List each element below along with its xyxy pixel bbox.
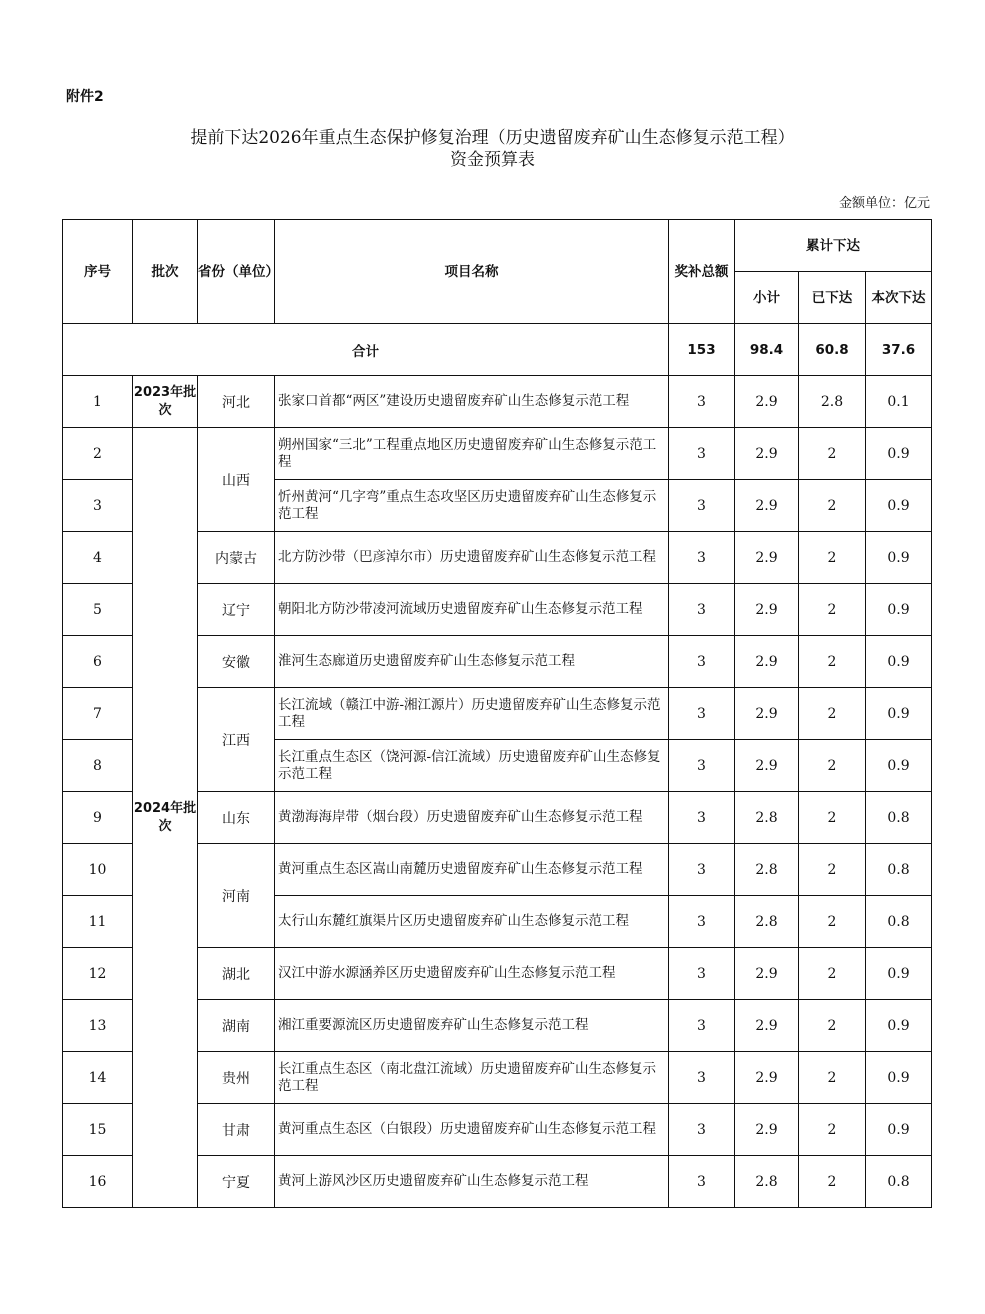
header-issued: 已下达 <box>799 272 866 324</box>
row-issued: 2 <box>799 948 866 1000</box>
row-seq: 7 <box>63 688 133 740</box>
row-province: 山东 <box>198 792 275 844</box>
row-issued: 2 <box>799 584 866 636</box>
row-current: 0.9 <box>866 948 932 1000</box>
table-row <box>63 428 932 480</box>
header-batch: 批次 <box>133 220 198 324</box>
row-subtotal: 2.9 <box>735 688 799 740</box>
row-subtotal: 2.9 <box>735 376 799 428</box>
header-project-name: 项目名称 <box>275 220 669 324</box>
row-province: 安徽 <box>198 636 275 688</box>
row-project-name: 长江重点生态区（饶河源-信江流域）历史遗留废弃矿山生态修复示范工程 <box>275 740 669 792</box>
row-subtotal: 2.9 <box>735 636 799 688</box>
row-project-name: 黄河上游风沙区历史遗留废弃矿山生态修复示范工程 <box>275 1156 669 1208</box>
row-subtotal: 2.9 <box>735 428 799 480</box>
total-current: 37.6 <box>866 324 932 376</box>
row-seq: 6 <box>63 636 133 688</box>
row-province: 湖南 <box>198 1000 275 1052</box>
row-award: 3 <box>669 740 735 792</box>
row-project-name: 太行山东麓红旗渠片区历史遗留废弃矿山生态修复示范工程 <box>275 896 669 948</box>
row-award: 3 <box>669 584 735 636</box>
row-province: 河南 <box>198 844 275 948</box>
row-award: 3 <box>669 792 735 844</box>
row-award: 3 <box>669 532 735 584</box>
header-cumulative: 累计下达 <box>735 220 932 272</box>
row-seq: 14 <box>63 1052 133 1104</box>
row-province: 湖北 <box>198 948 275 1000</box>
row-seq: 16 <box>63 1156 133 1208</box>
row-seq: 12 <box>63 948 133 1000</box>
row-project-name: 黄河重点生态区嵩山南麓历史遗留废弃矿山生态修复示范工程 <box>275 844 669 896</box>
row-issued: 2 <box>799 532 866 584</box>
row-issued: 2 <box>799 1000 866 1052</box>
row-project-name: 汉江中游水源涵养区历史遗留废弃矿山生态修复示范工程 <box>275 948 669 1000</box>
document-title: 提前下达2026年重点生态保护修复治理（历史遗留废弃矿山生态修复示范工程） <box>190 128 795 148</box>
row-seq: 3 <box>63 480 133 532</box>
row-current: 0.9 <box>866 688 932 740</box>
row-current: 0.8 <box>866 844 932 896</box>
row-seq: 15 <box>63 1104 133 1156</box>
total-award: 153 <box>669 324 735 376</box>
budget-table <box>62 219 932 1208</box>
row-subtotal: 2.9 <box>735 1052 799 1104</box>
row-award: 3 <box>669 376 735 428</box>
row-province: 江西 <box>198 688 275 792</box>
row-award: 3 <box>669 1000 735 1052</box>
row-project-name: 淮河生态廊道历史遗留废弃矿山生态修复示范工程 <box>275 636 669 688</box>
row-current: 0.8 <box>866 896 932 948</box>
row-subtotal: 2.8 <box>735 792 799 844</box>
row-project-name: 黄渤海海岸带（烟台段）历史遗留废弃矿山生态修复示范工程 <box>275 792 669 844</box>
header-current: 本次下达 <box>866 272 932 324</box>
row-current: 0.9 <box>866 636 932 688</box>
row-province: 宁夏 <box>198 1156 275 1208</box>
row-subtotal: 2.8 <box>735 844 799 896</box>
row-award: 3 <box>669 844 735 896</box>
row-province: 甘肃 <box>198 1104 275 1156</box>
row-province: 贵州 <box>198 1052 275 1104</box>
row-subtotal: 2.9 <box>735 480 799 532</box>
row-seq: 10 <box>63 844 133 896</box>
total-subtotal: 98.4 <box>735 324 799 376</box>
row-current: 0.9 <box>866 480 932 532</box>
row-project-name: 长江重点生态区（南北盘江流域）历史遗留废弃矿山生态修复示范工程 <box>275 1052 669 1104</box>
row-issued: 2 <box>799 740 866 792</box>
row-subtotal: 2.8 <box>735 1156 799 1208</box>
row-seq: 9 <box>63 792 133 844</box>
header-subtotal: 小计 <box>735 272 799 324</box>
row-current: 0.9 <box>866 1000 932 1052</box>
row-subtotal: 2.9 <box>735 532 799 584</box>
row-seq: 4 <box>63 532 133 584</box>
row-issued: 2 <box>799 844 866 896</box>
row-issued: 2.8 <box>799 376 866 428</box>
row-subtotal: 2.9 <box>735 1000 799 1052</box>
row-subtotal: 2.9 <box>735 584 799 636</box>
row-province: 辽宁 <box>198 584 275 636</box>
total-row <box>63 324 932 376</box>
header-award-total: 奖补总额 <box>669 220 735 324</box>
attachment-label: 附件2 <box>66 89 104 105</box>
row-issued: 2 <box>799 1156 866 1208</box>
row-seq: 5 <box>63 584 133 636</box>
row-issued: 2 <box>799 480 866 532</box>
row-award: 3 <box>669 688 735 740</box>
row-seq: 1 <box>63 376 133 428</box>
row-seq: 11 <box>63 896 133 948</box>
row-issued: 2 <box>799 688 866 740</box>
row-subtotal: 2.9 <box>735 948 799 1000</box>
row-province: 河北 <box>198 376 275 428</box>
row-project-name: 北方防沙带（巴彦淖尔市）历史遗留废弃矿山生态修复示范工程 <box>275 532 669 584</box>
row-award: 3 <box>669 1156 735 1208</box>
row-province: 内蒙古 <box>198 532 275 584</box>
row-subtotal: 2.9 <box>735 1104 799 1156</box>
row-issued: 2 <box>799 1052 866 1104</box>
table-row <box>63 376 932 428</box>
row-current: 0.8 <box>866 1156 932 1208</box>
header-province: 省份（单位） <box>198 220 275 324</box>
row-current: 0.9 <box>866 428 932 480</box>
header-seq: 序号 <box>63 220 133 324</box>
batch-cell-2023: 2023年批次 <box>133 376 198 428</box>
row-seq: 13 <box>63 1000 133 1052</box>
row-current: 0.9 <box>866 1104 932 1156</box>
row-current: 0.9 <box>866 532 932 584</box>
row-award: 3 <box>669 480 735 532</box>
row-project-name: 张家口首都“两区”建设历史遗留废弃矿山生态修复示范工程 <box>275 376 669 428</box>
row-award: 3 <box>669 636 735 688</box>
row-project-name: 忻州黄河“几字弯”重点生态攻坚区历史遗留废弃矿山生态修复示范工程 <box>275 480 669 532</box>
row-award: 3 <box>669 1104 735 1156</box>
row-issued: 2 <box>799 896 866 948</box>
row-issued: 2 <box>799 1104 866 1156</box>
row-issued: 2 <box>799 428 866 480</box>
row-seq: 8 <box>63 740 133 792</box>
row-award: 3 <box>669 948 735 1000</box>
total-issued: 60.8 <box>799 324 866 376</box>
row-province: 山西 <box>198 428 275 532</box>
row-seq: 2 <box>63 428 133 480</box>
row-issued: 2 <box>799 792 866 844</box>
row-project-name: 黄河重点生态区（白银段）历史遗留废弃矿山生态修复示范工程 <box>275 1104 669 1156</box>
row-project-name: 湘江重要源流区历史遗留废弃矿山生态修复示范工程 <box>275 1000 669 1052</box>
row-subtotal: 2.8 <box>735 896 799 948</box>
total-label: 合计 <box>63 324 669 376</box>
row-issued: 2 <box>799 636 866 688</box>
document-subtitle: 资金预算表 <box>450 150 535 170</box>
row-award: 3 <box>669 428 735 480</box>
row-current: 0.9 <box>866 1052 932 1104</box>
row-project-name: 朝阳北方防沙带凌河流域历史遗留废弃矿山生态修复示范工程 <box>275 584 669 636</box>
batch-cell-2024: 2024年批次 <box>133 428 198 1208</box>
row-award: 3 <box>669 896 735 948</box>
row-subtotal: 2.9 <box>735 740 799 792</box>
row-current: 0.8 <box>866 792 932 844</box>
row-project-name: 朔州国家“三北”工程重点地区历史遗留废弃矿山生态修复示范工程 <box>275 428 669 480</box>
row-project-name: 长江流域（赣江中游-湘江源片）历史遗留废弃矿山生态修复示范工程 <box>275 688 669 740</box>
row-current: 0.1 <box>866 376 932 428</box>
row-award: 3 <box>669 1052 735 1104</box>
amount-unit-note: 金额单位：亿元 <box>838 196 930 211</box>
row-current: 0.9 <box>866 584 932 636</box>
row-current: 0.9 <box>866 740 932 792</box>
